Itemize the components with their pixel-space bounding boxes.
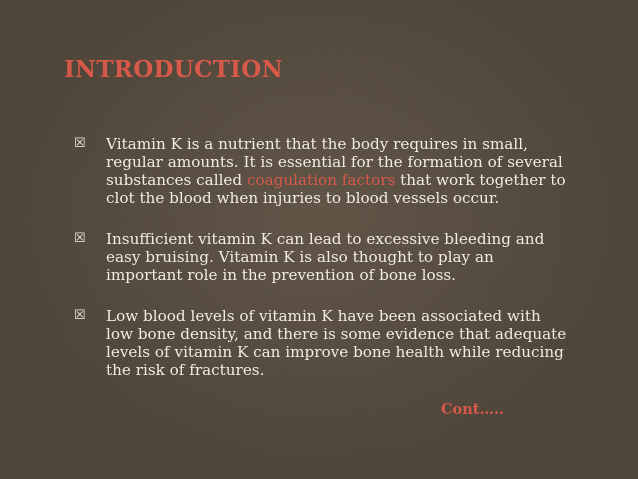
bullet-text-1-end: that work together to clot the blood when injuries to blood vessels occur. bbox=[106, 171, 566, 207]
slide-title: INTRODUCTION bbox=[64, 56, 283, 83]
bullet-text-2: Insufficient vitamin K can lead to excessive bleeding and easy bruising. Vitamin K is also thought to play an important role in the prevention of bone loss. bbox=[106, 230, 545, 284]
coagulation-factors-highlight: coagulation factors bbox=[246, 171, 396, 189]
bullet-item-2 bbox=[72, 230, 572, 284]
checkbox-bullet-icon: ☒ bbox=[74, 136, 86, 151]
checkbox-bullet-icon: ☒ bbox=[74, 308, 86, 323]
checkbox-bullet-icon: ☒ bbox=[74, 231, 86, 246]
bullet-text-3: Low blood levels of vitamin K have been associated with low bone density, and there is some evidence that adequate levels of vitamin K can improve bone health while reducing the risk of fractures. bbox=[106, 307, 567, 379]
bullet-item-3 bbox=[72, 307, 572, 379]
bullet-item-1 bbox=[72, 135, 572, 207]
continued-label: Cont….. bbox=[441, 401, 505, 418]
bullet-list bbox=[72, 135, 572, 402]
bullet-text-1-start: Vitamin K is a nutrient that the body requires in small, regular amounts. It is essential for the formation of several substances called bbox=[106, 135, 563, 189]
